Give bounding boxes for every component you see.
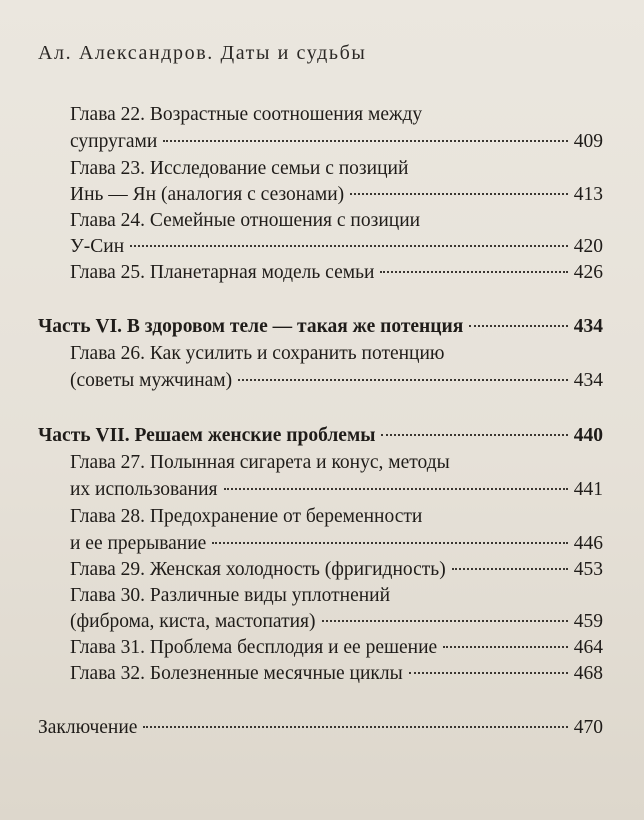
toc-part-line [38, 422, 603, 450]
toc-line [70, 233, 603, 261]
toc-entry-text: Заключение [38, 717, 138, 738]
dot-leader [212, 542, 567, 544]
toc-line [70, 367, 603, 395]
toc-entry-text: Глава 29. Женская холодность (фригидность) [70, 559, 446, 580]
toc-line [70, 634, 603, 662]
dot-leader [143, 726, 567, 728]
toc-entry-text: Глава 31. Проблема бесплодия и ее решение [70, 637, 438, 658]
toc-entry-text: У-Син [70, 236, 125, 257]
toc-entry-text: Глава 23. Исследование семьи с позиций [70, 158, 409, 179]
toc-entry-text: их использования [70, 479, 218, 500]
running-head: Ал. Александров. Даты и судьбы [38, 42, 367, 64]
toc-line [70, 340, 603, 368]
toc-line [70, 476, 603, 504]
dot-leader [409, 672, 568, 674]
dot-leader [350, 193, 568, 195]
toc-page-number: 453 [573, 559, 603, 580]
dot-leader [224, 488, 568, 490]
toc-page-number: 413 [573, 184, 603, 205]
toc-line [70, 582, 603, 610]
toc-entry-text: и ее прерывание [70, 533, 207, 554]
toc-entry-text: Глава 24. Семейные отношения с позиции [70, 210, 421, 231]
toc-line [70, 155, 603, 183]
dot-leader [130, 245, 568, 247]
toc-entry-text: (фиброма, киста, мастопатия) [70, 611, 316, 632]
toc-entry-text: Глава 26. Как усилить и сохранить потенцию [70, 343, 445, 364]
toc-line [38, 714, 603, 742]
toc-entry-text: Глава 32. Болезненные месячные циклы [70, 663, 403, 684]
toc-page-number: 409 [573, 131, 603, 152]
toc-entry-text: Глава 30. Различные виды уплотнений [70, 585, 391, 606]
toc-line [70, 503, 603, 531]
toc-line [70, 259, 603, 287]
toc-line [70, 556, 603, 584]
toc-entry-text: (советы мужчинам) [70, 370, 233, 391]
toc-page-number: 459 [573, 611, 603, 632]
toc-entry-text: Глава 27. Полынная сигарета и конус, методы [70, 452, 450, 473]
toc-entry-text: Глава 28. Предохранение от беременности [70, 506, 423, 527]
toc-page-number: 441 [573, 479, 603, 500]
toc-page-number: 426 [573, 262, 603, 283]
toc-page-number: 434 [573, 316, 603, 337]
toc-line [70, 530, 603, 558]
toc-part-title: Часть VII. Решаем женские проблемы [38, 425, 376, 446]
toc-line [70, 128, 603, 156]
dot-leader [469, 325, 567, 327]
toc-line [70, 207, 603, 235]
toc-line [70, 608, 603, 636]
toc-page-number: 420 [573, 236, 603, 257]
dot-leader [443, 646, 568, 648]
dot-leader [381, 434, 567, 436]
toc-page-number: 468 [573, 663, 603, 684]
toc-line [70, 101, 603, 129]
dot-leader [238, 379, 568, 381]
toc-entry-text: Инь — Ян (аналогия с сезонами) [70, 184, 345, 205]
toc-line [70, 660, 603, 688]
toc-part-title: Часть VI. В здоровом теле — такая же потенция [38, 316, 464, 337]
dot-leader [380, 271, 567, 273]
toc-page-number: 434 [573, 370, 603, 391]
toc-part-line [38, 313, 603, 341]
toc-entry-text: Глава 25. Планетарная модель семьи [70, 262, 375, 283]
toc-page-number: 440 [573, 425, 603, 446]
dot-leader [452, 568, 568, 570]
toc-entry-text: Глава 22. Возрастные соотношения между [70, 104, 423, 125]
toc-page-number: 446 [573, 533, 603, 554]
toc-page-number: 464 [573, 637, 603, 658]
toc-line [70, 181, 603, 209]
toc-line [70, 449, 603, 477]
toc-entry-text: супругами [70, 131, 158, 152]
dot-leader [163, 140, 567, 142]
toc-page-number: 470 [573, 717, 603, 738]
dot-leader [322, 620, 568, 622]
